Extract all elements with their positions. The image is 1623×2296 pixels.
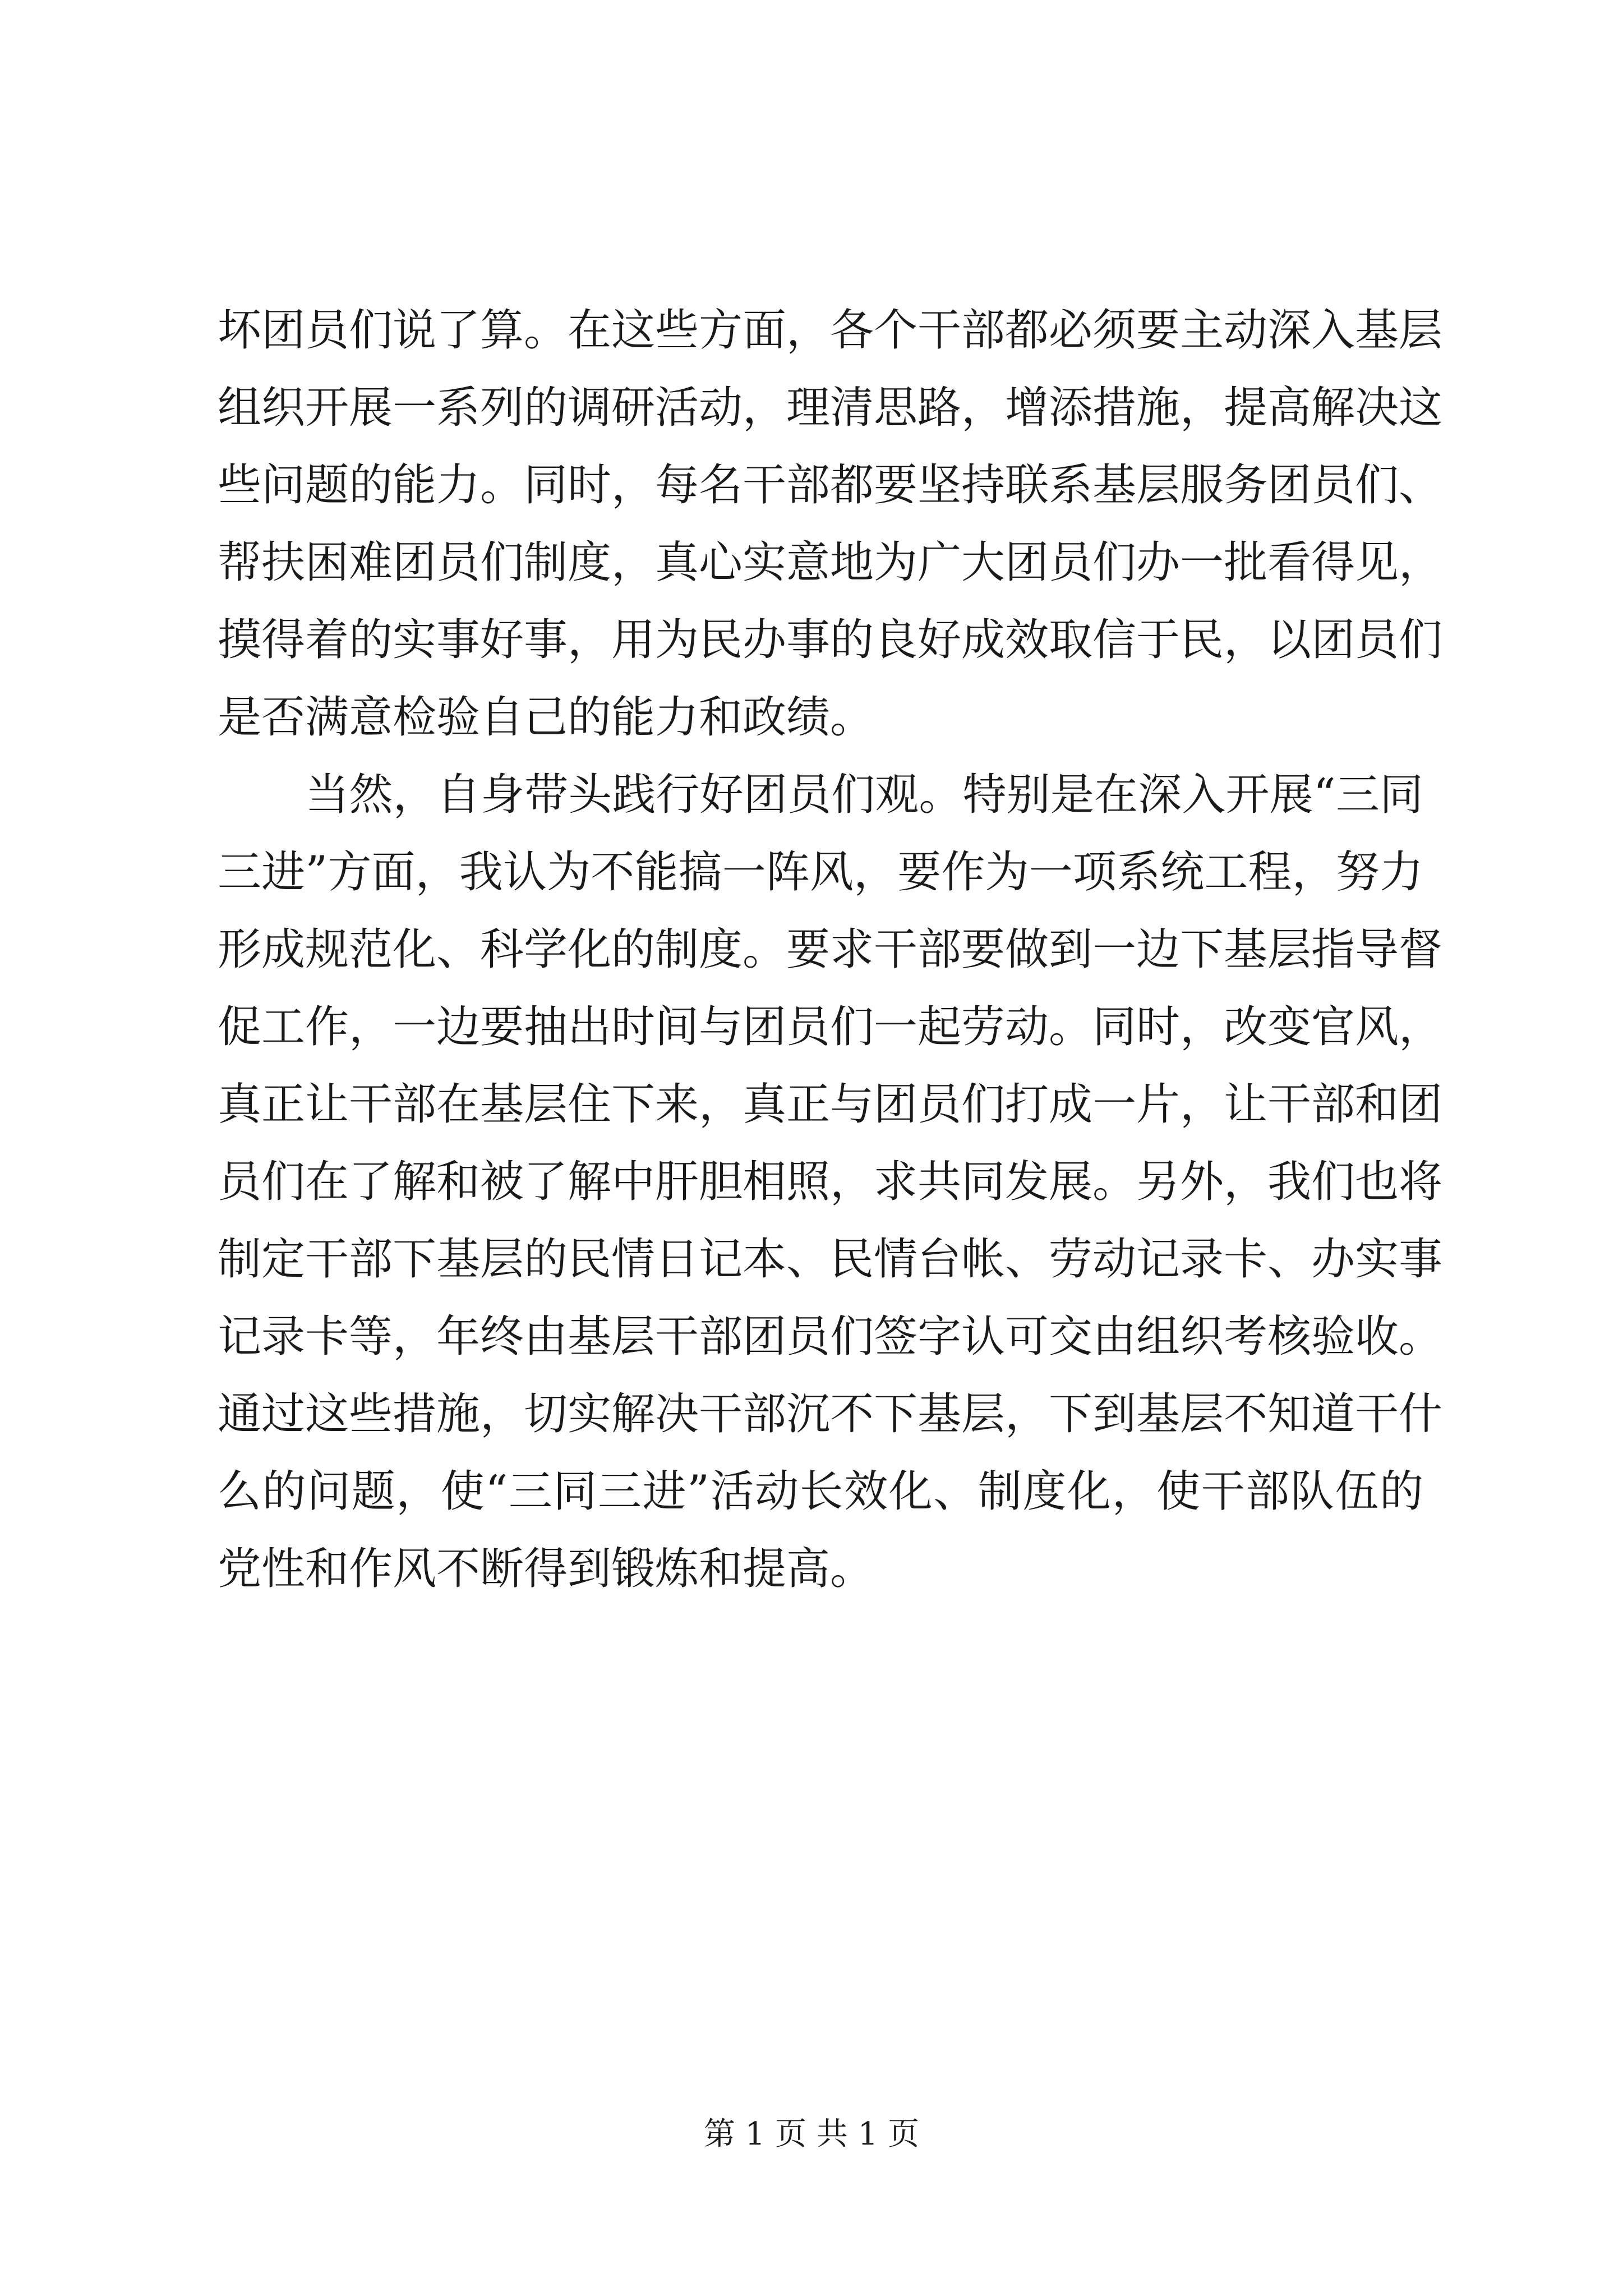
text-line: 帮扶困难团员们制度，真心实意地为广大团员们办一批看得见， (218, 537, 1443, 588)
text-line: 真正让干部在基层住下来，真正与团员们打成一片，让干部和团 (218, 1079, 1443, 1130)
text-line: 形成规范化、科学化的制度。要求干部要做到一边下基层指导督 (218, 924, 1443, 975)
text-line: 通过这些措施，切实解决干部沉不下基层，下到基层不知道干什 (218, 1389, 1443, 1439)
paragraph-1 (218, 292, 1443, 756)
text-line: 记录卡等，年终由基层干部团员们签字认可交由组织考核验收。 (218, 1312, 1443, 1362)
page-number-footer: 第 1 页 共 1 页 (703, 2116, 920, 2152)
text-line: 摸得着的实事好事，用为民办事的良好成效取信于民，以团员们 (218, 615, 1443, 665)
text-line: 员们在了解和被了解中肝胆相照，求共同发展。另外，我们也将 (218, 1157, 1443, 1207)
text-line: 么的问题，使“三同三进”活动长效化、制度化，使干部队伍的 (218, 1466, 1423, 1517)
text-line: 三进”方面，我认为不能搞一阵风，要作为一项系统工程，努力 (218, 847, 1423, 898)
text-line: 当然，自身带头践行好团员们观。特别是在深入开展“三同 (218, 770, 1423, 820)
text-line: 是否满意检验自己的能力和政绩。 (218, 692, 874, 743)
text-line: 些问题的能力。同时，每名干部都要坚持联系基层服务团员们、 (218, 460, 1443, 510)
document-body (218, 292, 1443, 1608)
paragraph-2 (218, 756, 1443, 1608)
text-line: 制定干部下基层的民情日记本、民情台帐、劳动记录卡、办实事 (218, 1234, 1443, 1285)
text-line: 党性和作风不断得到锻炼和提高。 (218, 1544, 874, 1594)
text-line: 坏团员们说了算。在这些方面，各个干部都必须要主动深入基层 (218, 305, 1443, 356)
text-line: 组织开展一系列的调研活动，理清思路，增添措施，提高解决这 (218, 383, 1443, 433)
text-line: 促工作，一边要抽出时间与团员们一起劳动。同时，改变官风， (218, 1002, 1443, 1052)
